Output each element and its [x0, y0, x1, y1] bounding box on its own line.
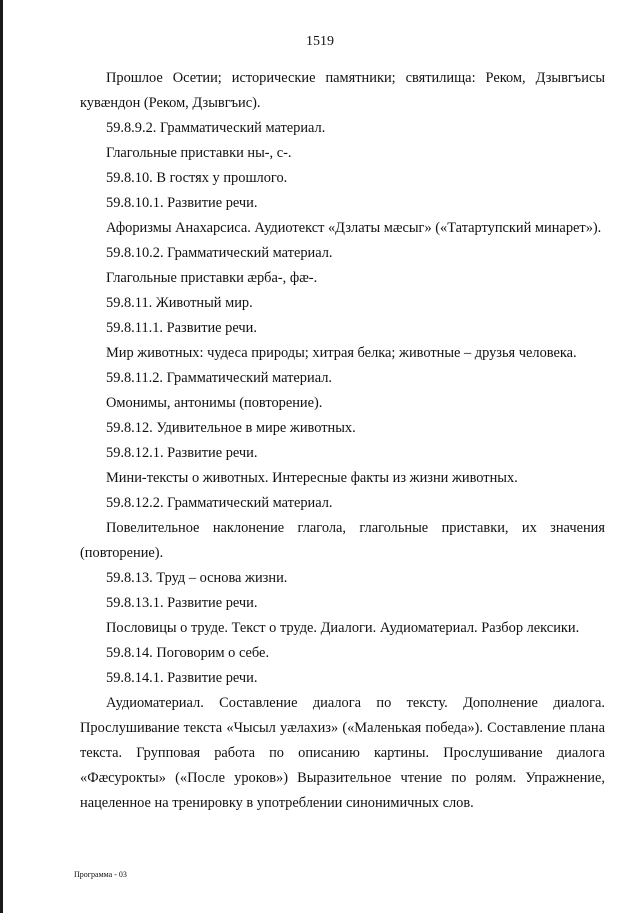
section-heading: 59.8.14.1. Развитие речи. — [106, 670, 258, 686]
section-heading: 59.8.11. Животный мир. — [106, 295, 253, 311]
section-heading: 59.8.10. В гостях у прошлого. — [106, 170, 288, 186]
section-heading: 59.8.14. Поговорим о себе. — [106, 645, 270, 661]
section-heading: 59.8.10.2. Грамматический материал. — [106, 245, 333, 261]
section-heading: 59.8.12.2. Грамматический материал. — [106, 495, 333, 511]
footer-label: Программа - 03 — [74, 870, 127, 879]
paragraph: Прошлое Осетии; исторические памятники; святилища: Реком, Дзывгъисы кувæндон (Реком, Дзывгъис). — [80, 70, 605, 111]
section-heading: 59.8.10.1. Развитие речи. — [106, 195, 258, 211]
section-heading: 59.8.9.2. Грамматический материал. — [106, 120, 326, 136]
section-heading: 59.8.11.1. Развитие речи. — [106, 320, 257, 336]
paragraph: Мир животных: чудеса природы; хитрая белка; животные – друзья человека. — [106, 345, 577, 361]
paragraph: Глагольные приставки æрба-, фæ-. — [106, 270, 318, 286]
section-heading: 59.8.12. Удивительное в мире животных. — [106, 420, 356, 436]
paragraph: Аудиоматериал. Составление диалога по тексту. Дополнение диалога. Прослушивание текста «Чысыл уæлахиз» («Маленькая победа»). Составление плана текста. Групповая работа по описанию картины. Прослушивание диалога «Фæсурокты» («После уроков») Выразительное чтение по ролям. Упражнение, нацеленное на тренировку в употреблении синонимичных слов. — [80, 695, 605, 811]
section-heading: 59.8.13. Труд – основа жизни. — [106, 570, 288, 586]
paragraph: Глагольные приставки ны-, с-. — [106, 145, 292, 161]
section-heading: 59.8.13.1. Развитие речи. — [106, 595, 258, 611]
section-heading: 59.8.11.2. Грамматический материал. — [106, 370, 332, 386]
page-number: 1519 — [306, 34, 334, 49]
section-heading: 59.8.12.1. Развитие речи. — [106, 445, 258, 461]
paragraph: Афоризмы Анахарсиса. Аудиотекст «Дзлаты мæсыг» («Татартупский минарет»). — [106, 220, 602, 236]
paragraph: Пословицы о труде. Текст о труде. Диалоги. Аудиоматериал. Разбор лексики. — [106, 620, 580, 636]
scan-edge — [0, 0, 3, 913]
paragraph: Повелительное наклонение глагола, глагольные приставки, их значения (повторение). — [80, 520, 605, 561]
document-body — [80, 66, 605, 816]
paragraph: Мини-тексты о животных. Интересные факты из жизни животных. — [106, 470, 518, 486]
paragraph: Омонимы, антонимы (повторение). — [106, 395, 323, 411]
